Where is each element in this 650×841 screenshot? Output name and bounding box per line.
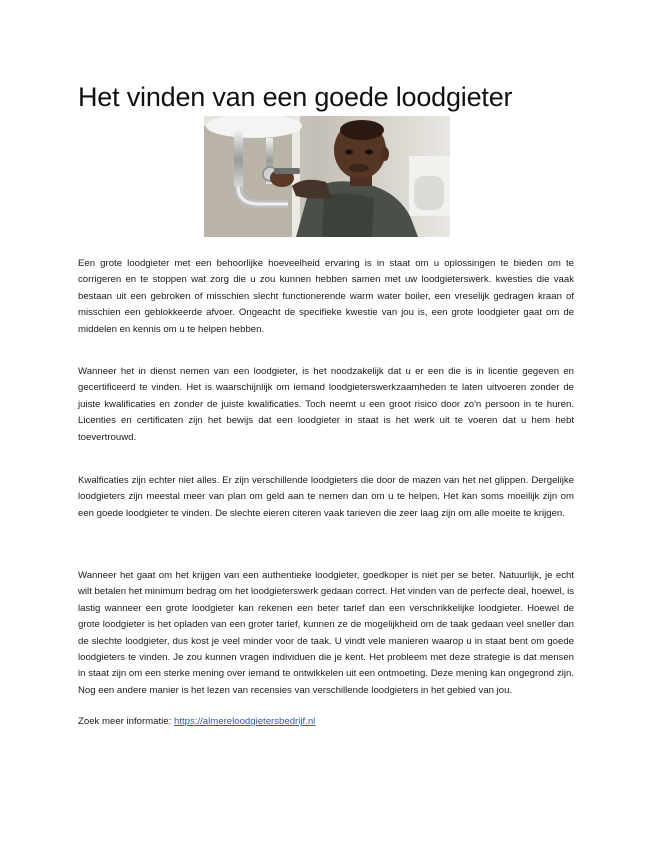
page-title: Het vinden van een goede loodgieter — [78, 82, 513, 112]
paragraph: Wanneer het in dienst nemen van een loodgieter, is het noodzakelijk dat u er een die is in licentie gegeven en gecertificeerd te vinden. Het is waarschijnlijk om iemand loodgieterswerkzaamheden te laten uitvoeren zonder de juiste kwalificaties en zonder de juiste kwalificaties. Toch neemt u een groot risico door zo'n persoon in te huren. Licenties en certificaten zijn het bewijs dat een loodgieter in staat is het werk uit te voeren dat u hem hebt toevertrouwd. — [78, 366, 574, 443]
more-info-label: Zoek meer informatie: — [78, 716, 174, 727]
plumber-photo — [204, 116, 450, 237]
paragraph: Wanneer het gaat om het krijgen van een authentieke loodgieter, goedkoper is niet per se beter. Natuurlijk, je echt wilt betalen het minimum bedrag om het loodgieterswerk gedaan correct. Het vinden van de perfecte deal, hoewel, is lastig wanneer een grote loodgieter kan rekenen een beter tarief dan een verschrikkelijke loodgieter. Hoewel de grote loodgieter is het opladen van een groter tarief, kunnen ze de mogelijkheid om de taak gedaan veel sneller dan de slechte loodgieter, dus kost je veel minder voor de taak. U vindt vele manieren waarop u in staat bent om goede loodgieters te vinden. Je zou kunnen vragen individuen die je kent. Het probleem met deze strategie is dat mensen in staat zijn om een sterke mening over iemand te ontwikkelen uit een ontmoeting. Deze mening kan ongegrond zijn. Nog een andere manier is het lezen van recensies van verschillende loodgieters in het gebied van jou. — [78, 570, 574, 696]
paragraph: Een grote loodgieter met een behoorlijke hoeveelheid ervaring is in staat om u oplossingen te bieden om te corrigeren en te stoppen wat zorg die u zou kunnen hebben samen met uw loodgieterswerk. kwesties die vaak bestaan uit een gebroken of misschien slecht functionerende warm water boiler, een vreselijk gedragen kraan of misschien een geblokkeerde afvoer. Ongeacht de specifieke kwestie van jou is, een grote loodgieter gaat om de middelen en kennis om u te helpen hebben. — [78, 258, 574, 335]
paragraph: Kwalficaties zijn echter niet alles. Er zijn verschillende loodgieters die door de mazen van het net glippen. Dergelijke loodgieters zijn meestal meer van plan om geld aan te nemen dan om u te helpen. Het kan soms moeilijk zijn om een goede loodgieter te vinden. De slechte eieren citeren vaak tarieven die zeer laag zijn om alle moeite te krijgen. — [78, 475, 574, 519]
more-info-line — [78, 714, 574, 730]
website-link[interactable]: https://almereloodgietersbedrijf.nl — [173, 716, 316, 727]
